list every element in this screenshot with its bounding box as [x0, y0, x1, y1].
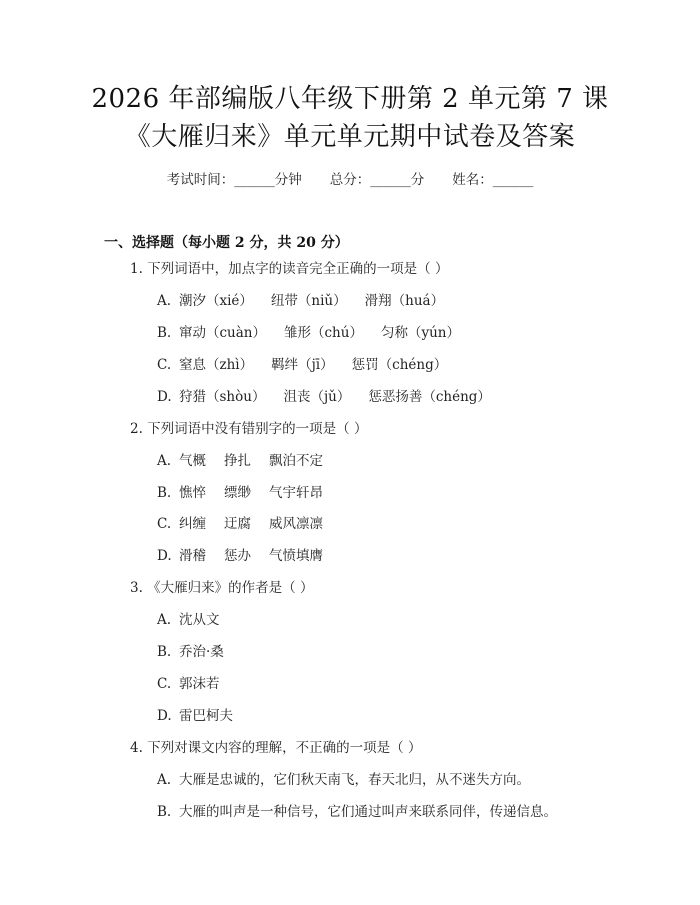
question-1-option-c [157, 359, 447, 373]
option-label: A. [157, 293, 172, 309]
option-label: B. [157, 325, 172, 341]
exam-time-field: 考试时间：______分钟 [166, 172, 302, 188]
section-heading-choice: 一、选择题（每小题 2 分，共 20 分） [104, 235, 349, 251]
option-word: 纽带（niǔ） [270, 293, 347, 309]
option-word: 气宇轩昂 [269, 485, 323, 501]
student-name-field: 姓名：______ [452, 172, 534, 188]
option-word: 憔悴 [179, 485, 206, 501]
option-word: 滑稽 [179, 548, 206, 564]
option-text: 大雁是忠诚的，它们秋天南飞，春天北归，从不迷失方向。 [179, 772, 530, 788]
exam-title-line-1: 2026 年部编版八年级下册第 2 单元第 7 课 [91, 84, 609, 114]
question-2-option-a [157, 455, 323, 469]
option-word: 潮汐（xié） [179, 293, 253, 309]
option-word: 威风凛凛 [269, 516, 323, 532]
option-word: 气概 [179, 453, 206, 469]
option-label: C. [157, 357, 172, 373]
option-word: 沮丧（jǔ） [283, 389, 351, 405]
option-label: A. [157, 612, 172, 628]
option-word: 羁绊（jī） [271, 357, 334, 373]
option-word: 气愤填膺 [269, 548, 323, 564]
option-word: 滑翔（huá） [364, 293, 445, 309]
option-label: C. [157, 516, 172, 532]
question-2-option-b [157, 487, 323, 501]
option-label: B. [157, 804, 172, 820]
option-word: 窜动（cuàn） [179, 325, 266, 341]
option-word: 惩罚（chéng） [351, 357, 448, 373]
question-4-stem: 4. 下列对课文内容的理解，不正确的一项是（ ） [130, 740, 422, 756]
option-word: 窒息（zhì） [179, 357, 254, 373]
question-1-stem: 1. 下列词语中，加点字的读音完全正确的一项是（ ） [130, 261, 449, 277]
exam-title-line-2: 《大雁归来》单元单元期中试卷及答案 [124, 122, 576, 152]
question-3-option-c [157, 678, 220, 692]
option-label: B. [157, 485, 172, 501]
question-1-option-d [157, 391, 491, 405]
question-3-stem: 3. 《大雁归来》的作者是（ ） [130, 580, 314, 596]
question-2-stem: 2. 下列词语中没有错别字的一项是（ ） [130, 421, 368, 437]
question-3-option-d [157, 710, 233, 724]
option-text: 郭沫若 [179, 676, 220, 692]
question-3-option-a [157, 614, 220, 628]
option-text: 乔治·桑 [179, 644, 224, 660]
option-word: 挣扎 [224, 453, 251, 469]
question-2-option-d [157, 550, 323, 564]
option-label: B. [157, 644, 172, 660]
option-label: D. [157, 548, 172, 564]
option-word: 纠缠 [179, 516, 206, 532]
option-label: D. [157, 708, 172, 724]
option-word: 雏形（chú） [284, 325, 363, 341]
option-word: 缥缈 [224, 485, 251, 501]
question-4-option-a [157, 774, 530, 788]
option-label: D. [157, 389, 172, 405]
option-text: 沈从文 [179, 612, 220, 628]
option-label: A. [157, 772, 172, 788]
question-2-option-c [157, 518, 323, 532]
question-3-option-b [157, 646, 224, 660]
option-word: 飘泊不定 [269, 453, 323, 469]
option-word: 惩办 [224, 548, 251, 564]
total-score-field: 总分：______分 [329, 172, 425, 188]
option-text: 大雁的叫声是一种信号，它们通过叫声来联系同伴，传递信息。 [179, 804, 557, 820]
question-1-option-b [157, 327, 460, 341]
option-word: 迂腐 [224, 516, 251, 532]
exam-meta [0, 168, 700, 188]
option-text: 雷巴柯夫 [179, 708, 233, 724]
option-word: 匀称（yún） [380, 325, 460, 341]
option-word: 惩恶扬善（chéng） [368, 389, 491, 405]
option-label: C. [157, 676, 172, 692]
question-1-option-a [157, 295, 444, 309]
option-word: 狩猎（shòu） [179, 389, 266, 405]
option-label: A. [157, 453, 172, 469]
question-4-option-b [157, 806, 557, 820]
